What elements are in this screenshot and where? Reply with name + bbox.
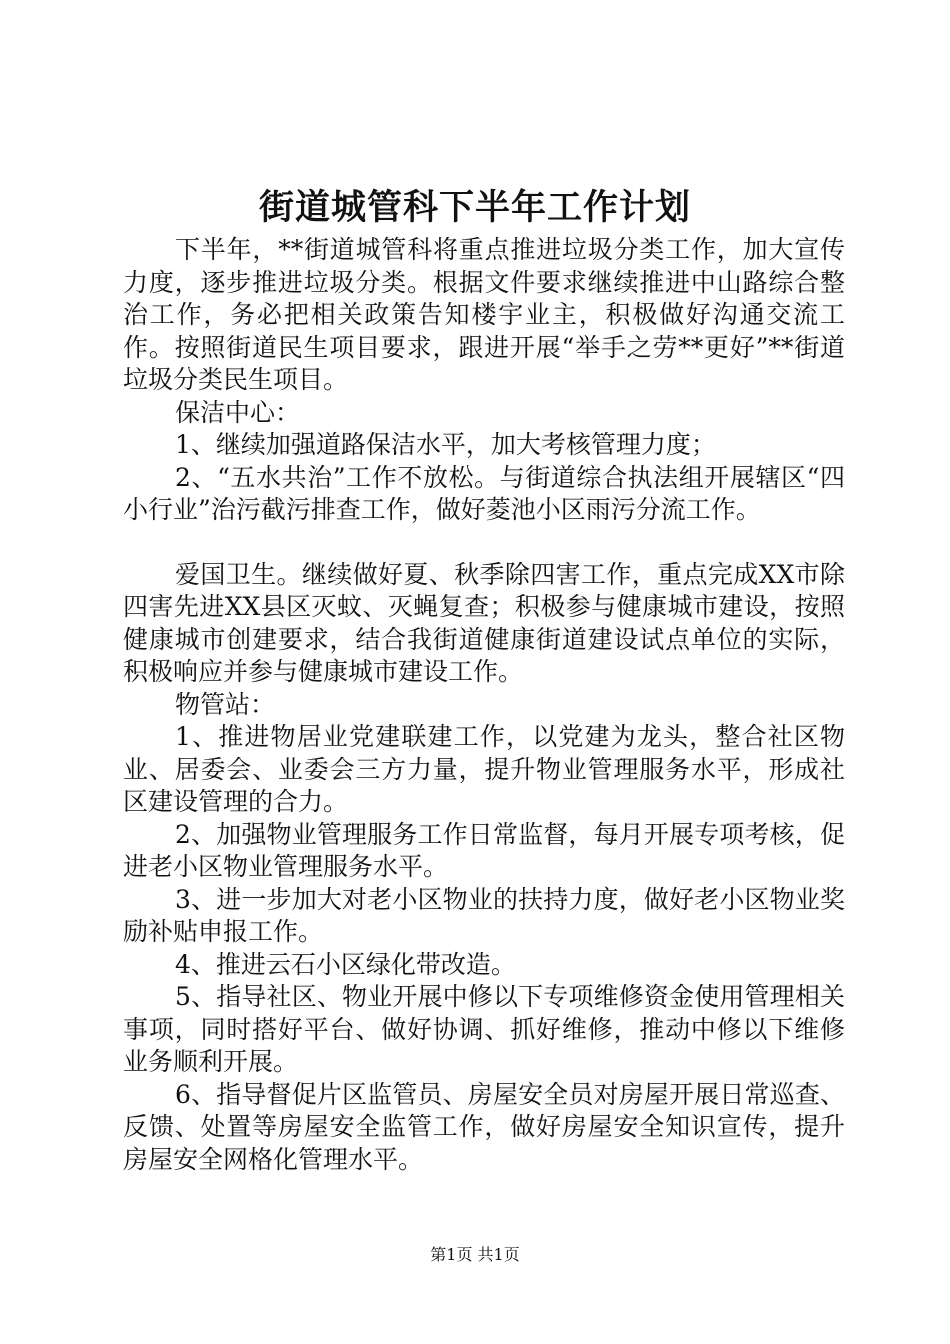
blank-line xyxy=(123,527,845,559)
section-heading-property-station: 物管站： xyxy=(175,689,276,719)
paragraph-property-item-2: 2、加强物业管理服务工作日常监督，每月开展专项考核，促进老小区物业管理服务水平。 xyxy=(123,819,845,881)
paragraph-property-item-6: 6、指导督促片区监管员、房屋安全员对房屋开展日常巡查、反馈、处置等房屋安全监管工作，做好房屋安全知识宣传，提升房屋安全网格化管理水平。 xyxy=(123,1079,845,1174)
page-footer: 第1页 共1页 xyxy=(430,1245,520,1264)
paragraph-property-item-3: 3、进一步加大对老小区物业的扶持力度，做好老小区物业奖励补贴申报工作。 xyxy=(123,884,845,946)
section-heading-cleaning-center: 保洁中心： xyxy=(175,397,301,427)
paragraph-cleaning-item-2: 2、“五水共治”工作不放松。与街道综合执法组开展辖区“四小行业”治污截污排查工作，做好菱池小区雨污分流工作。 xyxy=(123,462,845,524)
document-title: 街道城管科下半年工作计划 xyxy=(258,188,691,228)
paragraph-property-item-5: 5、指导社区、物业开展中修以下专项维修资金使用管理相关事项，同时搭好平台、做好协调、抓好维修，推动中修以下维修业务顺利开展。 xyxy=(123,982,845,1076)
paragraph-intro: 下半年，**街道城管科将重点推进垃圾分类工作，加大宣传力度，逐步推进垃圾分类。根据文件要求继续推进中山路综合整治工作，务必把相关政策告知楼宇业主，积极做好沟通交流工作。按照街道民生项目要求，跟进开展“举手之劳**更好”**街道垃圾分类民生项目。 xyxy=(123,235,845,394)
paragraph-cleaning-item-1: 1、继续加强道路保洁水平，加大考核管理力度； xyxy=(175,430,716,459)
document-body xyxy=(123,234,845,1176)
paragraph-property-item-4: 4、推进云石小区绿化带改造。 xyxy=(175,949,516,979)
paragraph-patriotic-health: 爱国卫生。继续做好夏、秋季除四害工作，重点完成XX市除四害先进XX县区灭蚊、灭蝇复查；积极参与健康城市建设，按照健康城市创建要求，结合我街道健康街道建设试点单位的实际，积极响应并参与健康城市建设工作。 xyxy=(123,559,845,686)
paragraph-property-item-1: 1、推进物居业党建联建工作，以党建为龙头，整合社区物业、居委会、业委会三方力量，提升物业管理服务水平，形成社区建设管理的合力。 xyxy=(123,722,845,816)
